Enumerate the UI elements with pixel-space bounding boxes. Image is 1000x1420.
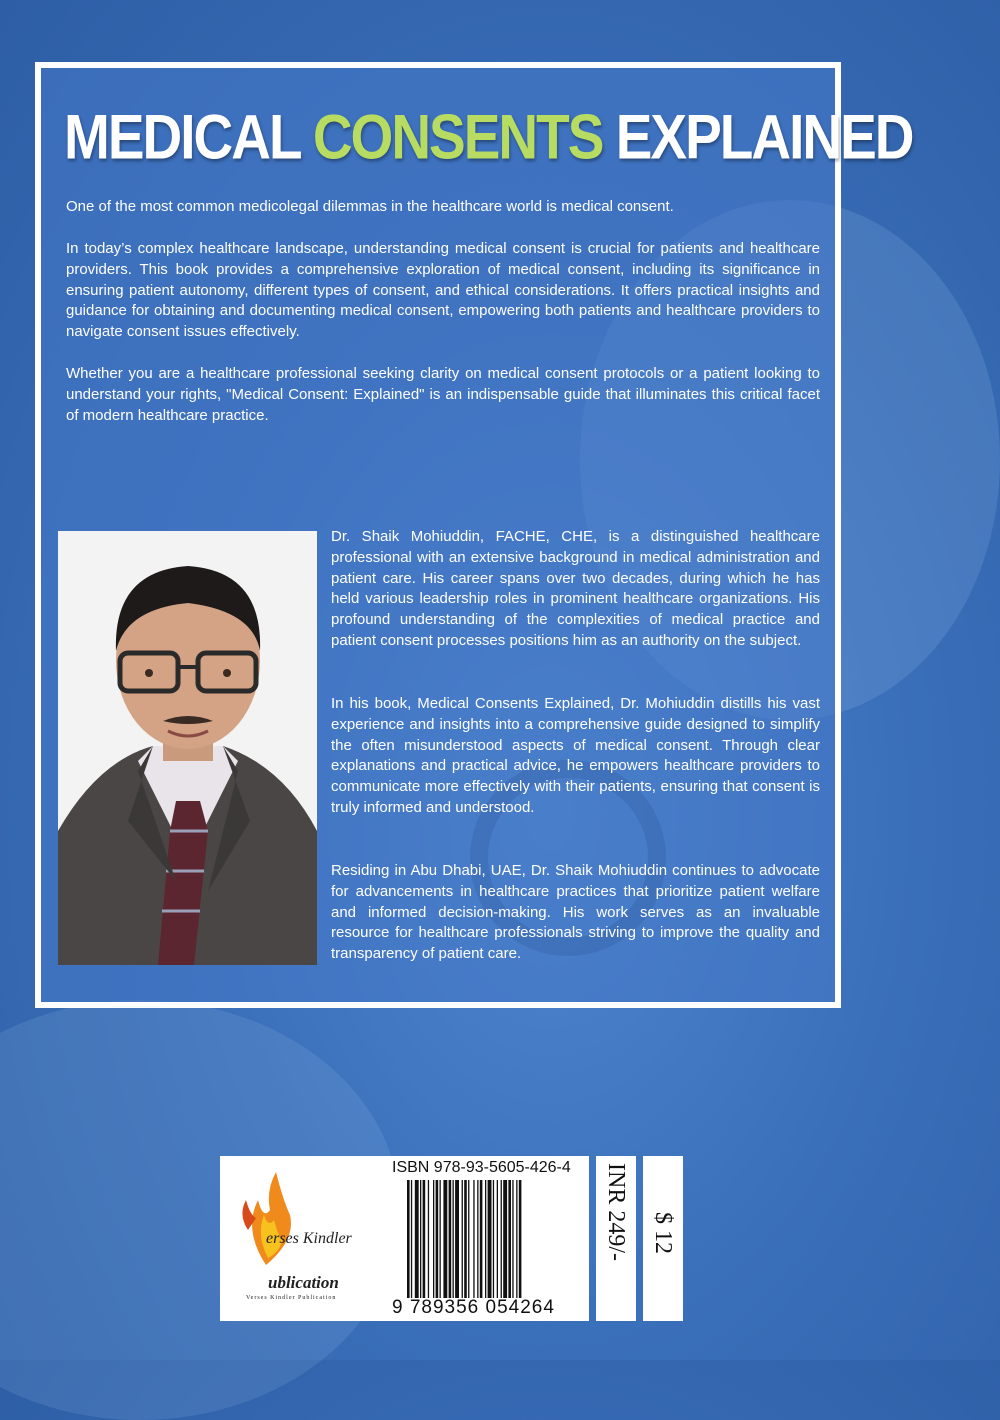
barcode-bar <box>453 1180 454 1298</box>
title-part-1: MEDICAL <box>64 101 300 173</box>
barcode-digits: 9 789356 054264 <box>392 1297 555 1318</box>
barcode-bar <box>415 1180 419 1298</box>
intro-paragraph-2: In today’s complex healthcare landscape, understanding medical consent is crucial for patients and healthcare providers. This book provides a comprehensive exploration of medical consent, including its significance in ensuring patient autonomy, different types of consent, and ethical considerations. It offers practical insights and guidance for obtaining and documenting medical consent, empowering both patients and healthcare providers to navigate consent issues effectively. <box>66 240 820 341</box>
barcode-bar <box>480 1180 483 1298</box>
barcode-bar <box>516 1180 517 1298</box>
barcode-bar <box>423 1180 426 1298</box>
barcode-icon <box>405 1180 567 1300</box>
barcode-bar <box>433 1180 434 1298</box>
book-title <box>64 100 913 174</box>
author-bio-paragraph-2: In his book, Medical Consents Explained, Dr. Mohiuddin distills his vast experience and insights into a comprehensive guide designed to simplify the often misunderstood aspects of medical consent. Through clear explanations and practical advice, he empowers healthcare providers to communicate more effectively with their patients, ensuring that consent is truly informed and understood. <box>331 695 820 816</box>
author-portrait-illustration <box>58 531 317 965</box>
publisher-name-line-2: ublication <box>268 1273 339 1292</box>
barcode-bar <box>420 1180 421 1298</box>
barcode-bar <box>497 1180 498 1298</box>
barcode-bar <box>443 1180 447 1298</box>
isbn-label: ISBN 978-93-5605-426-4 <box>392 1159 571 1176</box>
barcode-bar <box>428 1180 429 1298</box>
barcode-bar <box>464 1180 467 1298</box>
barcode-bar <box>519 1180 522 1298</box>
barcode-bar <box>512 1180 513 1298</box>
barcode-bar <box>462 1180 463 1298</box>
barcode-bar <box>411 1180 412 1298</box>
title-part-2: CONSENTS <box>312 101 603 173</box>
barcode-bar <box>493 1180 494 1298</box>
title-part-3: EXPLAINED <box>615 101 913 173</box>
intro-paragraph-3: Whether you are a healthcare professional seeking clarity on medical consent protocols or a patient looking to understand your rights, "Medical Consent: Explained" is an indispensable guide that illuminates this critical facet of modern healthcare practice. <box>66 365 820 424</box>
barcode-bar <box>407 1180 410 1298</box>
flame-logo-icon <box>238 1170 298 1270</box>
barcode-bar <box>477 1180 478 1298</box>
barcode-bar <box>455 1180 459 1298</box>
usd-price: $ 12 <box>650 1212 676 1254</box>
intro-paragraph-1: One of the most common medicolegal dilemmas in the healthcare world is medical consent. <box>66 198 674 215</box>
barcode-bar <box>473 1180 474 1298</box>
barcode-bar <box>436 1180 439 1298</box>
barcode-bar <box>488 1180 492 1298</box>
barcode-bar <box>485 1180 486 1298</box>
barcode-bar <box>501 1180 502 1298</box>
author-bio-paragraph-1: Dr. Shaik Mohiuddin, FACHE, CHE, is a distinguished healthcare professional with an extensive background in medical administration and patient care. His career spans over two decades, during which he has held various leadership roles in prominent healthcare organizations. His profound understanding of the complexities of medical practice and patient consent processes positions him as an authority on the subject. <box>331 528 820 649</box>
barcode-bar <box>503 1180 507 1298</box>
barcode-bar <box>468 1180 469 1298</box>
author-bio-paragraph-3: Residing in Abu Dhabi, UAE, Dr. Shaik Mohiuddin continues to advocate for advancements in healthcare practices that prioritize patient welfare and informed decision-making. His work serves as an invaluable resource for healthcare professionals striving to improve the quality and transparency of patient care. <box>331 862 820 963</box>
publisher-tagline: Verses Kindler Publication <box>246 1295 337 1301</box>
inr-price: INR 249/- <box>603 1163 629 1261</box>
publisher-name-line-1: erses Kindler <box>266 1230 352 1247</box>
barcode-bar <box>449 1180 452 1298</box>
author-photo <box>58 531 317 965</box>
barcode-bar <box>440 1180 441 1298</box>
barcode-bar <box>508 1180 511 1298</box>
